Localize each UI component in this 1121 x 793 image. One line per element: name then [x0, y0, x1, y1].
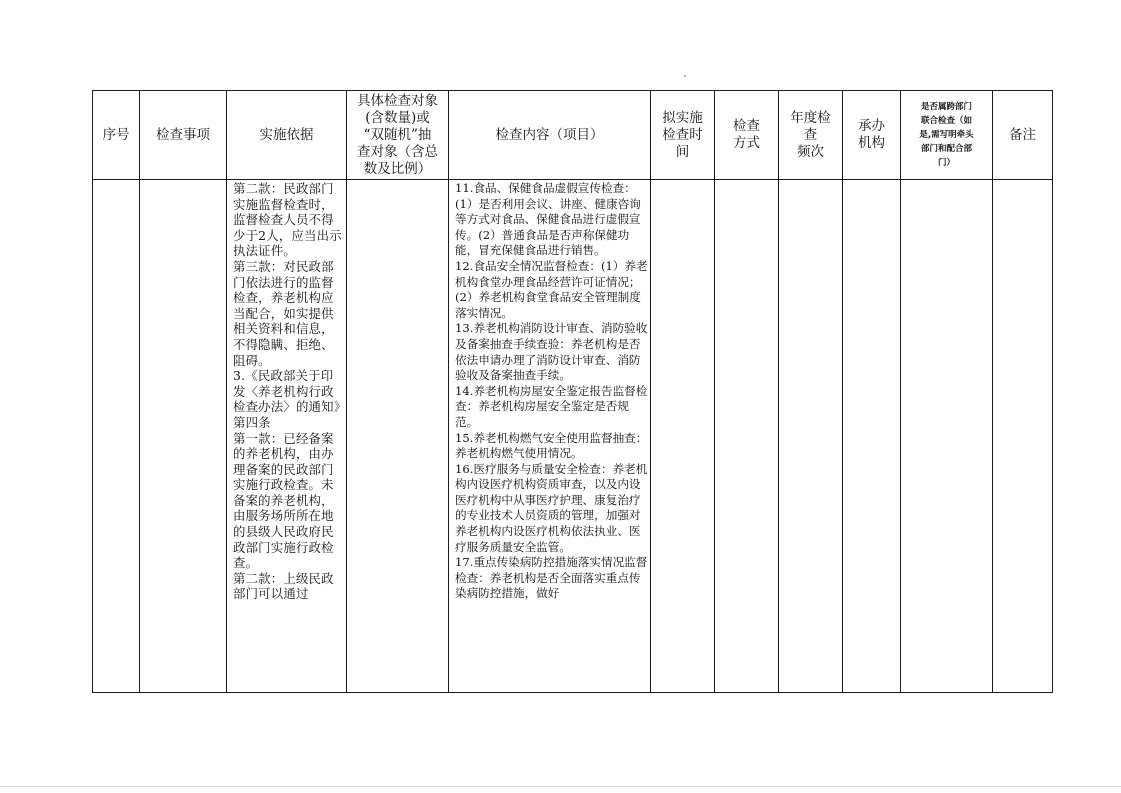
cell-remark [993, 180, 1053, 693]
cell-item [140, 180, 227, 693]
content-paragraph: 12.食品安全情况监督检查：(1）养老机构食堂办理食品经营许可证情况；(2）养老机构食堂食品安全管理制度落实情况。 [455, 258, 648, 320]
content-paragraph: 15.养老机构燃气安全使用监督抽查：养老机构燃气使用情况。 [455, 430, 648, 461]
header-object: 具体检查对象 (含数量)或 “双随机”抽 查对象（含总 数及比例） [347, 91, 449, 180]
cell-content [449, 180, 651, 693]
content-paragraph: 17.重点传染病防控措施落实情况监督检查：养老机构是否全面落实重点传染病防控措施，做好 [455, 555, 648, 601]
header-item: 检查事项 [140, 91, 227, 180]
header-joint-inspection: 是否属跨部门 联合检查（如 是,需写明牵头 部门和配合部 门） [901, 91, 993, 180]
cell-seq [93, 180, 140, 693]
inspection-table [92, 90, 1053, 693]
header-frequency: 年度检 查 频次 [779, 91, 843, 180]
content-paragraph: 14.养老机构房屋安全鉴定报告监督检查：养老机构房屋安全鉴定是否规范。 [455, 383, 648, 429]
content-paragraph: 11.食品、保健食品虚假宣传检查：(1）是否利用会议、讲座、健康咨询等方式对食品、保健食品进行虚假宣传。(2）普通食品是否声称保健功能，冒充保健食品进行销售。 [455, 181, 641, 258]
cell-frequency [779, 180, 843, 693]
header-organization: 承办 机构 [843, 91, 901, 180]
header-basis: 实施依据 [227, 91, 347, 180]
basis-paragraph: 第二款：上级民政部门可以通过 [233, 570, 334, 602]
cell-organization [843, 180, 901, 693]
header-remark: 备注 [993, 91, 1053, 180]
basis-paragraph: 第二款：民政部门实施监督检查时，监督检查人员不得少于2人，应当出示执法证件。 [233, 181, 342, 259]
cell-basis [227, 180, 347, 693]
header-seq: 序号 [93, 91, 140, 180]
content-paragraph: 16.医疗服务与质量安全检查：养老机构内设医疗机构资质审查，以及内设医疗机构中从事医疗护理、康复治疗的专业技术人员资质的管理，加强对养老机构内设医疗机构依法执业、医疗服务质量安全监管。 [455, 461, 648, 554]
cell-method [715, 180, 779, 693]
cell-joint-inspection [901, 180, 993, 693]
content-text [449, 180, 650, 602]
basis-text [227, 180, 346, 602]
header-content: 检查内容（项目） [449, 91, 651, 180]
basis-paragraph: 第一款：已经备案的养老机构，由办理备案的民政部门实施行政检查。未备案的养老机构，由服务场所所在地的县级人民政府民政部门实施行政检查。 [233, 430, 334, 571]
header-time: 拟实施 检查时 间 [651, 91, 715, 180]
cell-time [651, 180, 715, 693]
basis-paragraph: 第三款：对民政部门依法进行的监督检查，养老机构应当配合，如实提供相关资料和信息，不得隐瞒、拒绝、阻碍。 [233, 258, 334, 368]
header-row [93, 91, 1053, 180]
header-method: 检查 方式 [715, 91, 779, 180]
scan-speck [684, 75, 686, 77]
scan-edge-line [0, 786, 1121, 787]
cell-object [347, 180, 449, 693]
content-paragraph: 13.养老机构消防设计审查、消防验收及备案抽查手续查验：养老机构是否依法申请办理了消防设计审查、消防验收及备案抽查手续。 [455, 321, 648, 383]
table-row [93, 180, 1053, 693]
basis-paragraph: 3.《民政部关于印发〈养老机构行政检查办法〉的通知》第四条 [233, 368, 341, 430]
